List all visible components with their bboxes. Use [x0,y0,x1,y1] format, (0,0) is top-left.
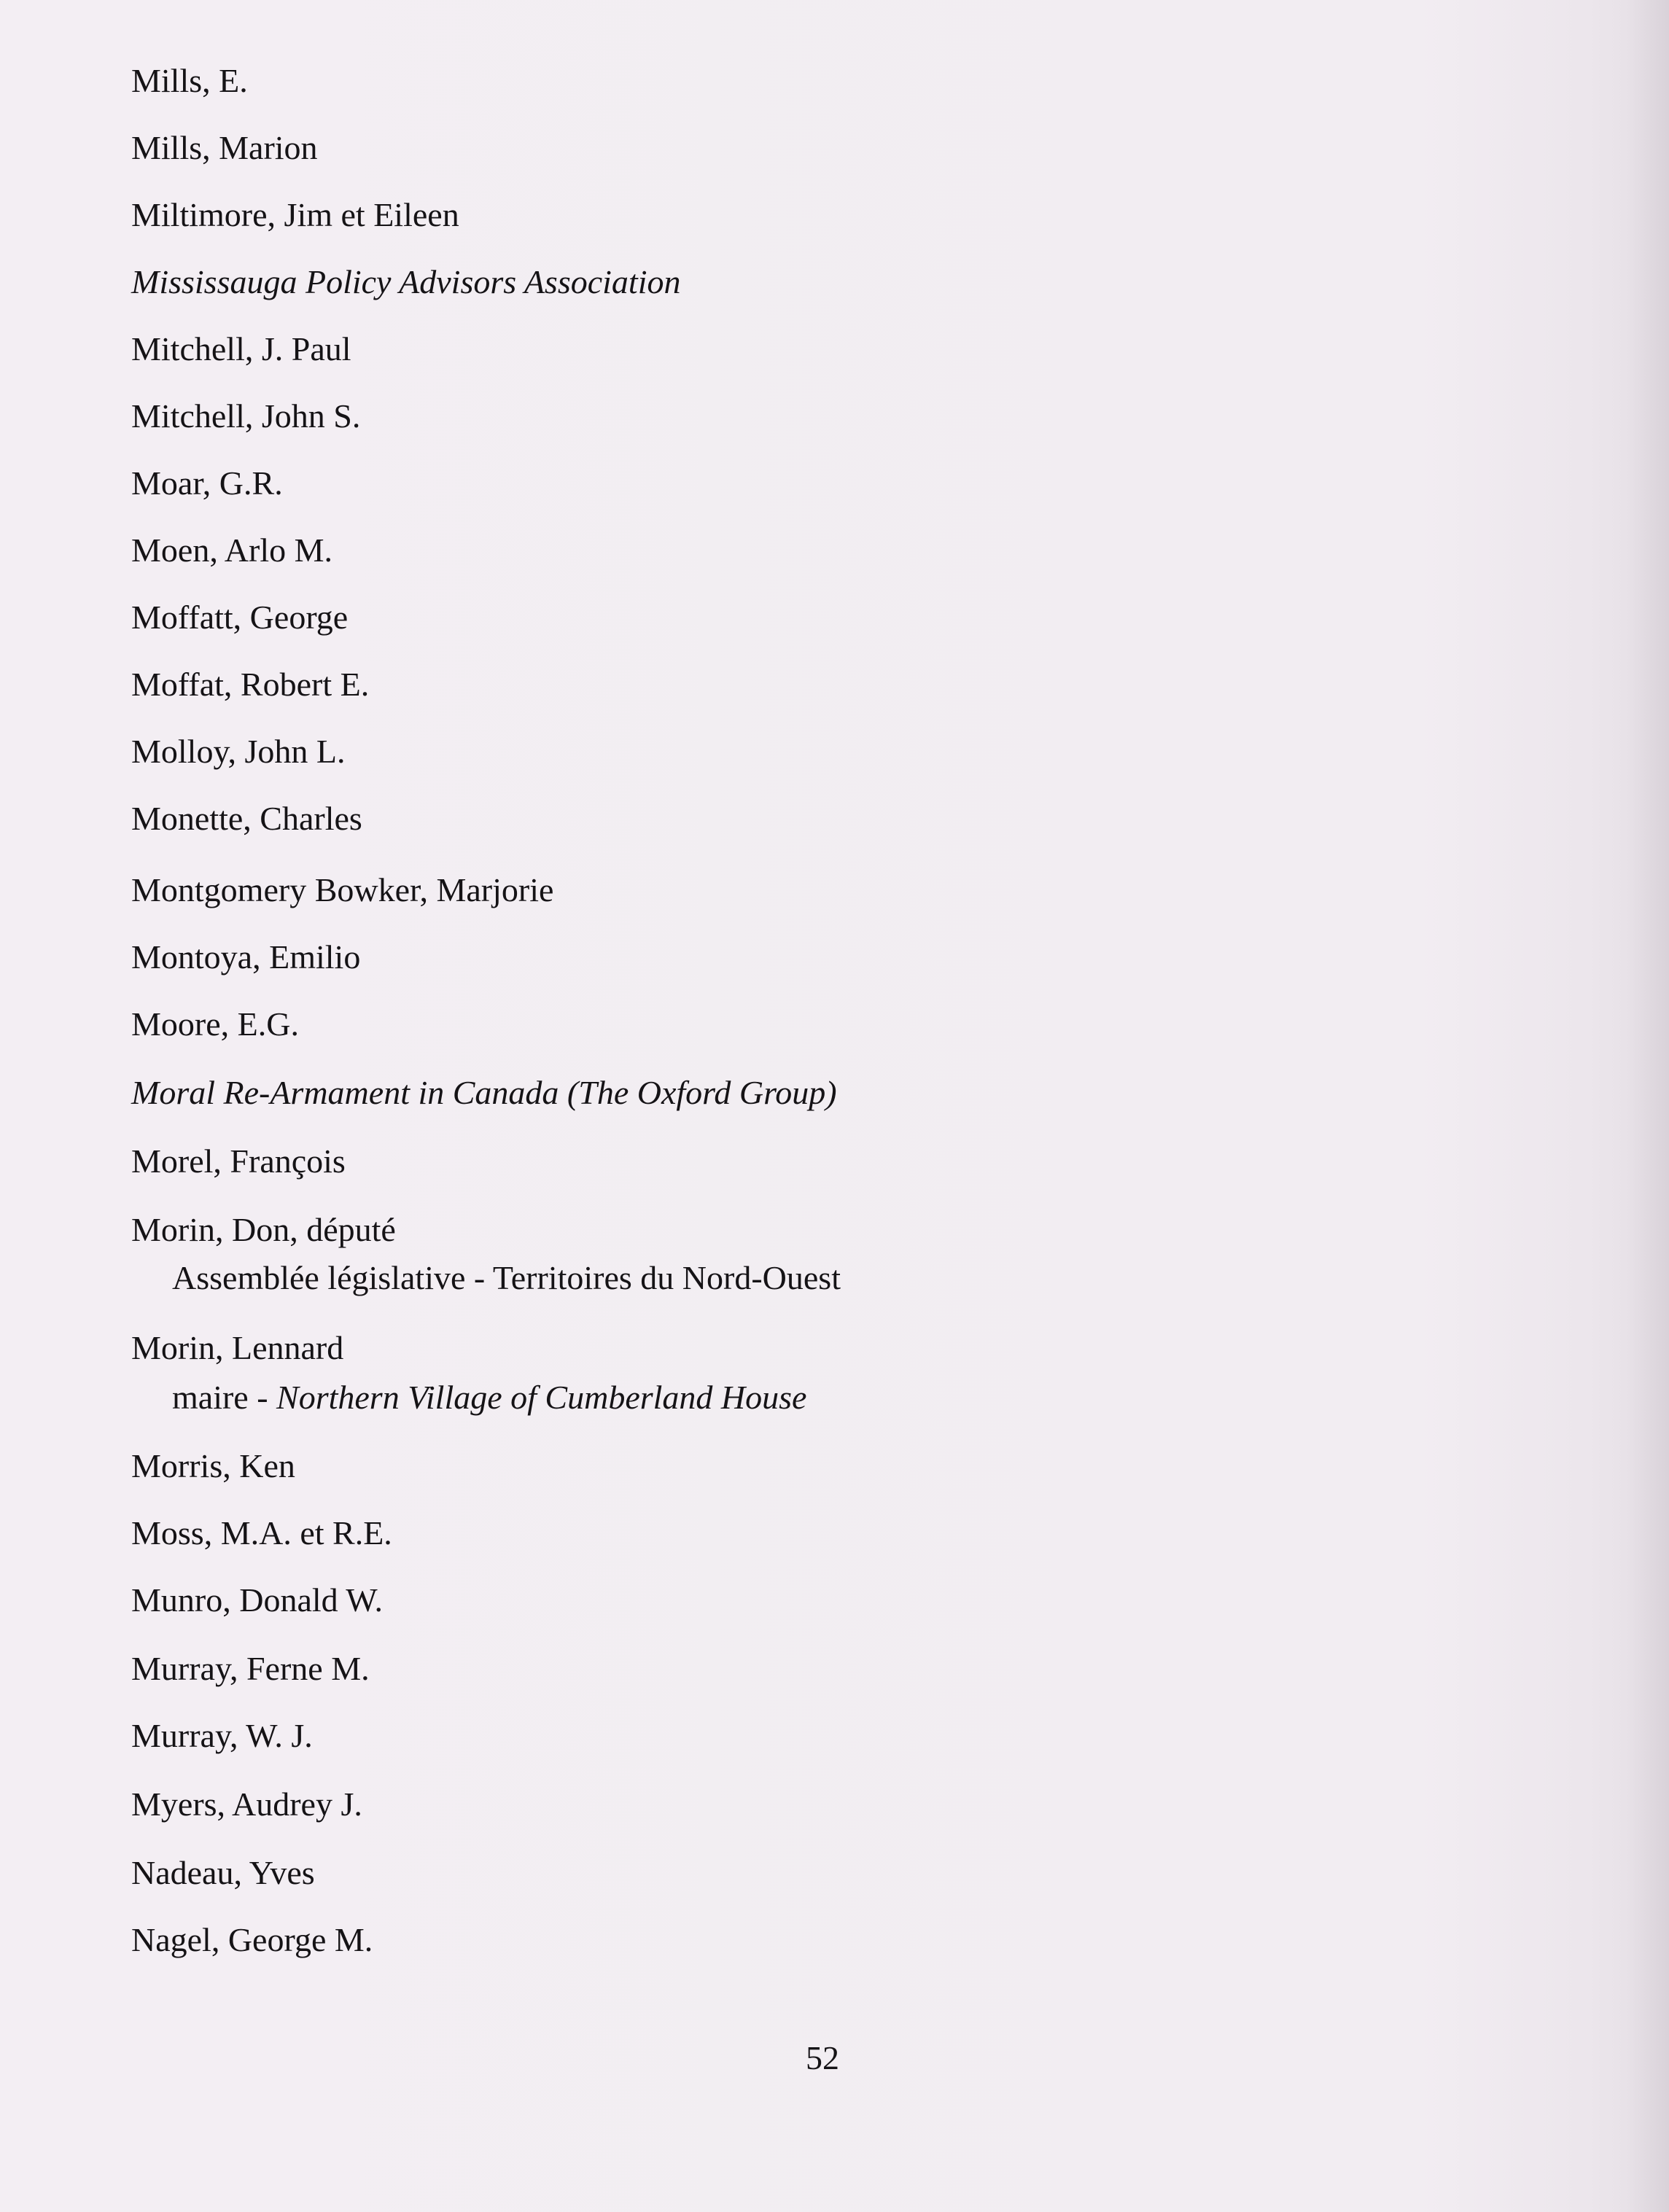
entry-monette-charles: Monette, Charles [131,800,362,837]
entry-nagel-george: Nagel, George M. [131,1921,373,1958]
entry-morris-ken: Morris, Ken [131,1447,295,1484]
entry-moore-eg: Moore, E.G. [131,1005,299,1043]
entry-murray-ferne: Murray, Ferne M. [131,1650,370,1687]
entry-miltimore: Miltimore, Jim et Eileen [131,196,459,233]
entry-montgomery-bowker: Montgomery Bowker, Marjorie [131,871,554,908]
entry-mills-marion: Mills, Marion [131,129,318,166]
entry-mississauga-policy-advisors: Mississauga Policy Advisors Association [131,263,681,300]
entry-morin-lennard-detail [172,1378,806,1417]
entry-moen-arlo: Moen, Arlo M. [131,531,332,569]
entry-morin-don: Morin, Don, député [131,1211,396,1248]
entry-moffatt-george: Moffatt, George [131,599,349,636]
entry-moffat-robert: Moffat, Robert E. [131,666,370,703]
entry-montoya-emilio: Montoya, Emilio [131,938,361,975]
entry-morin-don-detail: Assemblée législative - Territoires du Nord-Ouest [172,1259,841,1296]
entry-moar-gr: Moar, G.R. [131,464,283,502]
entry-murray-wj: Murray, W. J. [131,1717,313,1754]
detail-organization: Northern Village of Cumberland House [276,1379,807,1416]
entry-moss: Moss, M.A. et R.E. [131,1514,392,1551]
page-edge-shadow [1625,0,1669,2212]
entry-myers-audrey: Myers, Audrey J. [131,1785,362,1823]
entry-mitchell-j-paul: Mitchell, J. Paul [131,330,351,367]
entry-nadeau-yves: Nadeau, Yves [131,1854,315,1891]
entry-morin-lennard: Morin, Lennard [131,1329,344,1366]
entry-munro-donald: Munro, Donald W. [131,1581,383,1619]
entry-mitchell-john-s: Mitchell, John S. [131,397,361,435]
entry-mills-e: Mills, E. [131,62,248,99]
page-number: 52 [806,2039,839,2076]
entry-molloy-john: Molloy, John L. [131,733,346,770]
entry-morel-francois: Morel, François [131,1142,346,1180]
entry-moral-re-armament: Moral Re-Armament in Canada (The Oxford Group) [131,1074,837,1111]
detail-prefix: maire - [172,1379,277,1416]
